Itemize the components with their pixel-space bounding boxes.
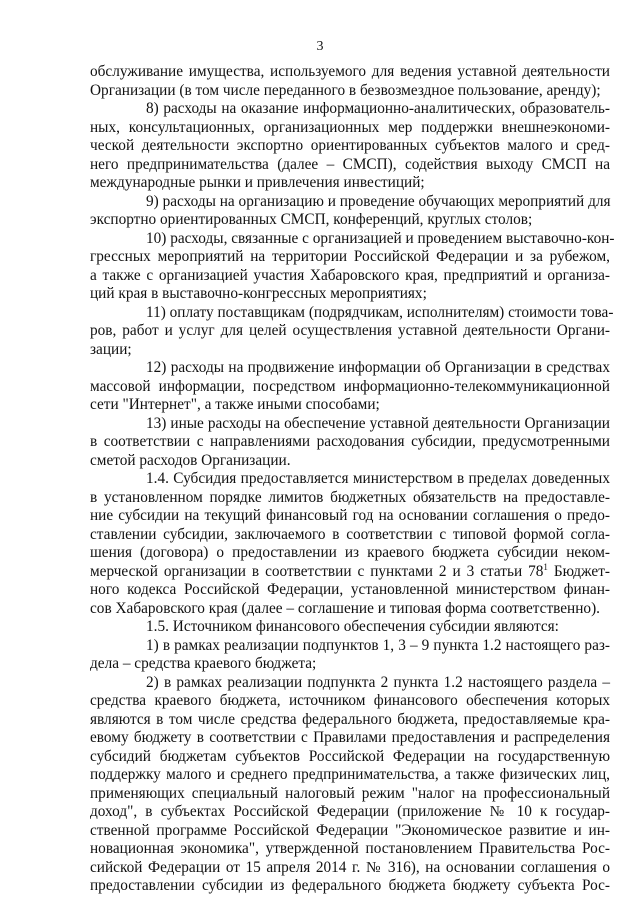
text-line <box>90 82 610 101</box>
text-line <box>90 637 610 656</box>
text-line <box>90 433 610 452</box>
text-line <box>90 285 610 304</box>
text-line <box>90 748 610 767</box>
text-line <box>90 618 610 637</box>
text-line <box>90 489 610 508</box>
text-line <box>90 803 610 822</box>
text-line-content: зации; <box>90 340 132 358</box>
text-line <box>90 100 610 119</box>
text-line <box>90 563 610 582</box>
text-line <box>90 544 610 563</box>
text-line <box>90 655 610 674</box>
text-line-content: сметой расходов Организации. <box>90 451 291 469</box>
text-line <box>90 785 610 804</box>
text-line-content: ческой деятельности экспортно ориентированных субъектов малого и сред- <box>90 137 610 154</box>
page-number: 3 <box>316 39 324 54</box>
text-line-content: Бюджет- <box>547 562 610 580</box>
text-line-content: 10) расходы, связанные с организацией и проведением выставочно-кон- <box>146 229 615 247</box>
text-line-content: средства краевого бюджета, источником финансового обеспечения которых <box>90 692 610 709</box>
text-line-content: экспортно ориентированных СМСП, конференций, круглых столов; <box>90 211 533 228</box>
text-line <box>90 322 610 341</box>
text-line-content: мерческой организации в соответствии с пунктами 2 и 3 статьи 78 <box>90 562 544 580</box>
text-line-content: сийской Федерации от 15 апреля 2014 г. № 316), на основании соглашения о <box>90 858 610 876</box>
text-line <box>90 766 610 785</box>
text-line <box>90 359 610 378</box>
text-line-content: в соответствии с направлениями расходования субсидии, предусмотренными <box>90 433 610 450</box>
text-line-content: 2) в рамках реализации подпункта 2 пункта 1.2 настоящего раздела – <box>146 673 610 691</box>
text-line <box>90 396 610 415</box>
text-line-content: массовой информации, посредством информационно-телекоммуникационной <box>90 377 610 395</box>
text-line <box>90 248 610 267</box>
text-line-content: 1.4. Субсидия предоставляется министерством в пределах доведенных <box>146 470 610 487</box>
document-body <box>90 63 615 896</box>
text-line <box>90 840 610 859</box>
text-line-content: сети "Интернет", а также иными способами; <box>90 396 380 413</box>
text-line-content: новационная экономика", утвержденной постановлением Правительства Рос- <box>90 840 610 857</box>
text-line <box>90 859 610 878</box>
text-line-content: в установленном порядке лимитов бюджетных обязательств на предоставле- <box>90 488 610 506</box>
text-line <box>90 137 610 156</box>
text-line <box>90 267 610 286</box>
text-line <box>90 452 610 471</box>
text-line-content: сов Хабаровского края (далее – соглашение и типовая форма соответственно). <box>90 599 600 617</box>
text-line-content: дела – средства краевого бюджета; <box>90 655 317 672</box>
text-line-content: шения (договора) о предоставлении из краевого бюджета субсидии неком- <box>90 544 610 561</box>
text-line <box>90 63 610 82</box>
text-line <box>90 193 610 212</box>
text-line <box>90 507 610 526</box>
text-line-content: ственной программе Российской Федерации "Экономическое развитие и ин- <box>90 821 610 839</box>
text-line-content: евому бюджету в соответствии с Правилами предоставления и распределения <box>90 729 610 746</box>
text-line-content: 13) иные расходы на обеспечение уставной деятельности Организации <box>146 414 610 432</box>
text-line-content: международные рынки и привлечения инвестиций; <box>90 174 425 191</box>
text-line-content: ставлении субсидии, заключаемого в соответствии с типовой формой согла- <box>90 525 610 543</box>
text-line <box>90 174 610 193</box>
text-line-content: ние субсидии на текущий финансовый год на основании соглашения о предо- <box>90 507 610 524</box>
text-line <box>90 822 610 841</box>
text-line-content: 11) оплату поставщикам (подрядчикам, исполнителям) стоимости това- <box>146 303 614 321</box>
text-line <box>90 711 610 730</box>
text-line <box>90 341 610 360</box>
text-line <box>90 303 614 323</box>
superscript: 1 <box>543 561 548 572</box>
text-line-content: ций края в выставочно-конгрессных мероприятиях; <box>90 285 427 302</box>
text-line-content: грессных мероприятий на территории Российской Федерации и за рубежом, <box>90 248 610 265</box>
text-line-content: 12) расходы на продвижение информации об Организации в средствах <box>146 359 610 376</box>
text-line-content: предоставлении субсидии из федерального бюджета бюджету субъекта Рос- <box>90 877 610 894</box>
text-line-content: Организации (в том числе переданного в безвозмездное пользование, аренду); <box>90 81 601 99</box>
text-line-content: ных, консультационных, организационных мер поддержки внешнеэкономи- <box>90 118 610 136</box>
text-line <box>90 674 610 693</box>
text-line-content: субсидий бюджетам субъектов Российской Федерации на государственную <box>90 747 610 765</box>
text-line <box>90 211 610 230</box>
text-line-content: а также с организацией участия Хабаровского края, предприятий и организа- <box>90 266 610 284</box>
text-line-content: 8) расходы на оказание информационно-аналитических, образователь- <box>146 100 610 117</box>
text-line <box>90 877 610 896</box>
text-line <box>90 415 610 434</box>
text-line-content: 1) в рамках реализации подпунктов 1, 3 – 9 пункта 1.2 настоящего раз- <box>146 636 610 654</box>
text-line-content: доход", в субъектах Российской Федерации (приложение № 10 к государ- <box>90 803 610 820</box>
text-line <box>90 119 610 138</box>
text-line-content: него предпринимательства (далее – СМСП), содействия выходу СМСП на <box>90 155 610 173</box>
text-line <box>90 156 610 175</box>
text-line-content: являются в том числе средства федерального бюджета, предоставляемые кра- <box>90 710 610 728</box>
text-line <box>90 526 610 545</box>
text-line <box>90 229 615 249</box>
text-line-content: ного кодекса Российской Федерации, установленной министерством финан- <box>90 581 610 598</box>
text-line <box>90 581 610 600</box>
text-line <box>90 470 610 489</box>
text-line <box>90 600 610 619</box>
text-line <box>90 729 610 748</box>
text-line-content: обслуживание имущества, используемого для ведения уставной деятельности <box>90 63 610 80</box>
text-line-content: 1.5. Источником финансового обеспечения субсидии являются: <box>146 618 559 635</box>
text-line <box>90 378 610 397</box>
text-line-content: применяющих специальный налоговый режим "налог на профессиональный <box>90 784 610 802</box>
text-line <box>90 692 610 711</box>
text-line-content: поддержку малого и среднего предпринимательства, а также физических лиц, <box>90 766 610 783</box>
text-line-content: 9) расходы на организацию и проведение обучающих мероприятий для <box>146 192 611 210</box>
text-line-content: ров, работ и услуг для целей осуществления уставной деятельности Органи- <box>90 322 610 339</box>
